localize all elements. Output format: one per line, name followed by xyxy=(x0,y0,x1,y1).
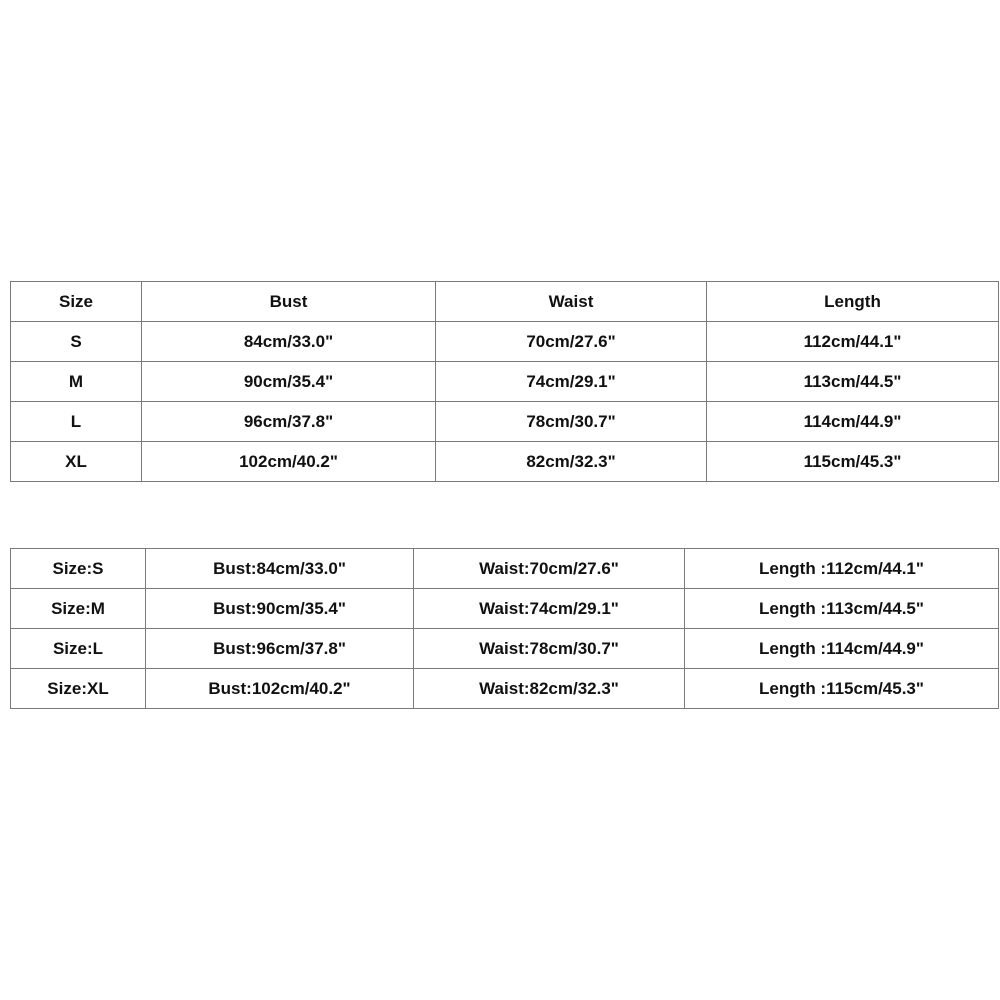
table-row xyxy=(11,629,999,669)
size-cell: L xyxy=(11,402,142,442)
size-cell: M xyxy=(11,362,142,402)
length-cell: 114cm/44.9" xyxy=(707,402,999,442)
length-cell: Length :114cm/44.9" xyxy=(685,629,999,669)
bust-cell: 84cm/33.0" xyxy=(142,322,436,362)
table-row xyxy=(11,669,999,709)
waist-cell: 70cm/27.6" xyxy=(436,322,707,362)
bust-cell: Bust:102cm/40.2" xyxy=(146,669,414,709)
size-cell: Size:M xyxy=(11,589,146,629)
length-cell: 112cm/44.1" xyxy=(707,322,999,362)
size-detail-table xyxy=(10,548,999,709)
bust-cell: Bust:90cm/35.4" xyxy=(146,589,414,629)
length-cell: 115cm/45.3" xyxy=(707,442,999,482)
bust-cell: 90cm/35.4" xyxy=(142,362,436,402)
table-row xyxy=(11,322,999,362)
length-cell: Length :113cm/44.5" xyxy=(685,589,999,629)
size-cell: S xyxy=(11,322,142,362)
waist-cell: 82cm/32.3" xyxy=(436,442,707,482)
table-row xyxy=(11,549,999,589)
size-cell: XL xyxy=(11,442,142,482)
header-bust: Bust xyxy=(142,282,436,322)
table-row xyxy=(11,402,999,442)
header-length: Length xyxy=(707,282,999,322)
size-cell: Size:L xyxy=(11,629,146,669)
waist-cell: 78cm/30.7" xyxy=(436,402,707,442)
header-size: Size xyxy=(11,282,142,322)
waist-cell: Waist:74cm/29.1" xyxy=(414,589,685,629)
length-cell: Length :115cm/45.3" xyxy=(685,669,999,709)
waist-cell: Waist:82cm/32.3" xyxy=(414,669,685,709)
bust-cell: Bust:96cm/37.8" xyxy=(146,629,414,669)
table-row xyxy=(11,589,999,629)
size-cell: Size:S xyxy=(11,549,146,589)
bust-cell: 96cm/37.8" xyxy=(142,402,436,442)
waist-cell: Waist:78cm/30.7" xyxy=(414,629,685,669)
bust-cell: 102cm/40.2" xyxy=(142,442,436,482)
header-waist: Waist xyxy=(436,282,707,322)
waist-cell: Waist:70cm/27.6" xyxy=(414,549,685,589)
size-cell: Size:XL xyxy=(11,669,146,709)
size-chart-table xyxy=(10,281,999,482)
bust-cell: Bust:84cm/33.0" xyxy=(146,549,414,589)
table-row xyxy=(11,362,999,402)
length-cell: 113cm/44.5" xyxy=(707,362,999,402)
length-cell: Length :112cm/44.1" xyxy=(685,549,999,589)
table-header-row xyxy=(11,282,999,322)
table-row xyxy=(11,442,999,482)
waist-cell: 74cm/29.1" xyxy=(436,362,707,402)
